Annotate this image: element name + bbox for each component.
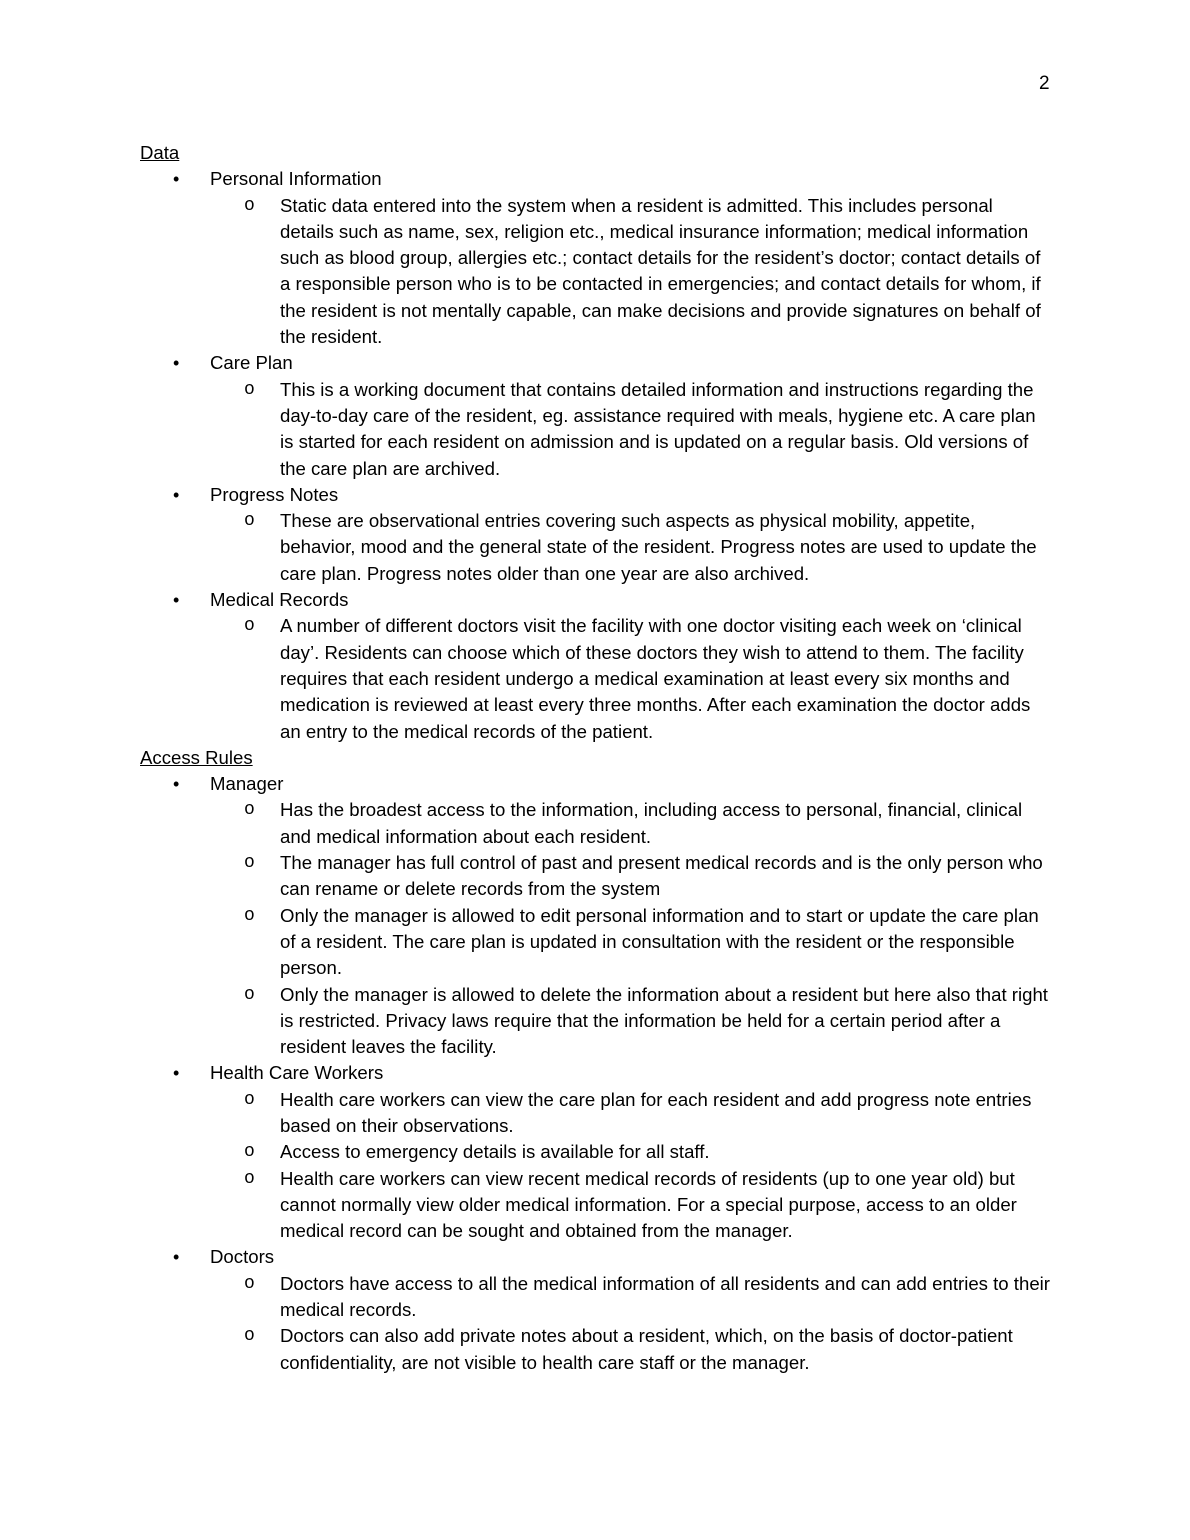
bullet-icon: •	[173, 484, 180, 505]
circle-bullet-icon: o	[244, 616, 255, 637]
sub-list-item	[210, 1323, 1050, 1376]
list-item-label: Progress Notes	[210, 483, 339, 505]
list-item	[140, 350, 1050, 481]
sub-bullet-list	[210, 193, 1050, 351]
sub-list-item	[210, 613, 1050, 744]
sub-list-item	[210, 1271, 1050, 1324]
sub-list-item	[210, 193, 1050, 351]
sub-list-item	[210, 982, 1050, 1061]
bullet-list	[140, 166, 1050, 745]
circle-bullet-icon: o	[244, 511, 255, 532]
circle-bullet-icon: o	[244, 984, 255, 1005]
list-item-label: Doctors	[210, 1246, 275, 1268]
circle-bullet-icon: o	[244, 1089, 255, 1110]
sub-bullet-list	[210, 1087, 1050, 1245]
bullet-icon: •	[173, 169, 180, 190]
list-item-label: Care Plan	[210, 352, 293, 374]
sub-list-item	[210, 797, 1050, 850]
circle-bullet-icon: o	[244, 1273, 255, 1294]
list-item	[140, 482, 1050, 587]
sub-list-item	[210, 377, 1050, 482]
sub-list-item-text: Doctors can also add private notes about a resident, which, on the basis of doctor-patient confidentiality, are not visible to health care staff or the manager.	[280, 1325, 1013, 1373]
sub-bullet-list	[210, 613, 1050, 744]
sub-list-item-text: Only the manager is allowed to delete the information about a resident but here also that right is restricted. Privacy laws require that the information be held for a certain period after a resident leaves the facility.	[280, 983, 1048, 1058]
sub-list-item-text: Access to emergency details is available for all staff.	[280, 1141, 710, 1163]
sub-list-item	[210, 1087, 1050, 1140]
circle-bullet-icon: o	[244, 1168, 255, 1189]
list-item	[140, 587, 1050, 745]
sub-bullet-list	[210, 377, 1050, 482]
circle-bullet-icon: o	[244, 1142, 255, 1163]
bullet-icon: •	[173, 1247, 180, 1268]
list-item-label: Medical Records	[210, 589, 349, 611]
sub-list-item	[210, 850, 1050, 903]
list-item	[140, 1060, 1050, 1244]
circle-bullet-icon: o	[244, 379, 255, 400]
list-item-label: Manager	[210, 773, 284, 795]
sub-list-item-text: This is a working document that contains detailed information and instructions regarding the day-to-day care of the resident, eg. assistance required with meals, hygiene etc. A care plan is started for each resident on admission and is updated on a regular basis. Old versions of the care plan are archived.	[280, 378, 1036, 479]
bullet-icon: •	[173, 774, 180, 795]
list-item	[140, 1244, 1050, 1375]
sub-list-item-text: Health care workers can view the care plan for each resident and add progress note entries based on their observations.	[280, 1088, 1032, 1136]
sub-list-item-text: Health care workers can view recent medical records of residents (up to one year old) but cannot normally view older medical information. For a special purpose, access to an older medical record can be sought and obtained from the manager.	[280, 1167, 1017, 1242]
circle-bullet-icon: o	[244, 1326, 255, 1347]
sub-list-item-text: Has the broadest access to the information, including access to personal, financial, clinical and medical information about each resident.	[280, 799, 1023, 847]
list-item	[140, 771, 1050, 1060]
sub-list-item-text: These are observational entries covering such aspects as physical mobility, appetite, behavior, mood and the general state of the resident. Progress notes are used to update the care plan. Progress notes older than one year are also archived.	[280, 510, 1037, 584]
sub-list-item-text: Doctors have access to all the medical information of all residents and can add entries to their medical records.	[280, 1272, 1050, 1321]
section-heading: Access Rules	[140, 746, 253, 768]
document-body	[140, 140, 1050, 1376]
section-heading: Data	[140, 142, 180, 163]
circle-bullet-icon: o	[244, 905, 255, 926]
sub-list-item-text: Static data entered into the system when a resident is admitted. This includes personal details such as name, sex, religion etc., medical insurance information; medical information such as blood group, allergies etc.; contact details for the resident’s doctor; contact details of a responsible person who is to be contacted in emergencies; and contact details for whom, if the resident is not mentally capable, can make decisions and provide signatures on behalf of the resident.	[280, 194, 1041, 348]
bullet-icon: •	[173, 1063, 180, 1084]
list-item-label: Health Care Workers	[210, 1062, 384, 1084]
circle-bullet-icon: o	[244, 195, 255, 216]
list-item	[140, 166, 1050, 350]
sub-bullet-list	[210, 508, 1050, 587]
bullet-list	[140, 771, 1050, 1376]
bullet-icon: •	[173, 353, 180, 374]
sub-list-item	[210, 1139, 1050, 1165]
sub-list-item	[210, 508, 1050, 587]
sub-list-item-text: Only the manager is allowed to edit personal information and to start or update the care plan of a resident. The care plan is updated in consultation with the resident or the responsible person.	[280, 904, 1039, 979]
sub-bullet-list	[210, 797, 1050, 1060]
sub-list-item-text: A number of different doctors visit the facility with one doctor visiting each week on ‘clinical day’. Residents can choose which of these doctors they wish to attend to them. The facility requires that each resident undergo a medical examination at least every six months and medication is reviewed at least every three months. After each examination the doctor adds an entry to the medical records of the patient.	[280, 615, 1031, 742]
sub-list-item	[210, 1166, 1050, 1245]
sub-list-item-text: The manager has full control of past and present medical records and is the only person who can rename or delete records from the system	[280, 852, 1043, 900]
bullet-icon: •	[173, 590, 180, 611]
sub-list-item	[210, 903, 1050, 982]
sub-bullet-list	[210, 1271, 1050, 1376]
circle-bullet-icon: o	[244, 853, 255, 874]
circle-bullet-icon: o	[244, 800, 255, 821]
page-number: 2	[1039, 73, 1050, 94]
list-item-label: Personal Information	[210, 168, 382, 190]
